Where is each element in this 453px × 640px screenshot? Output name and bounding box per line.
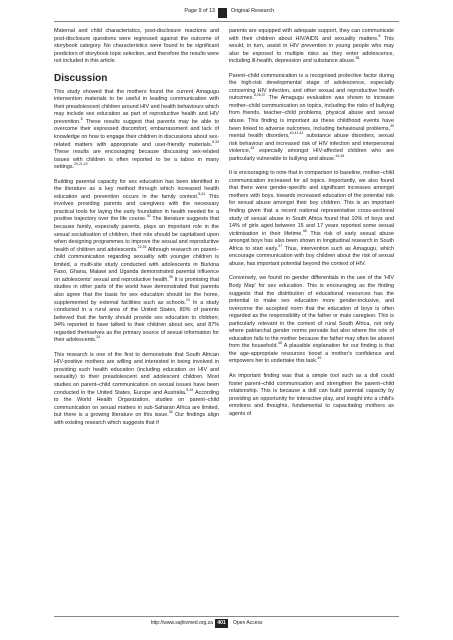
left-column [54, 28, 219, 434]
page-footer [0, 620, 453, 632]
page-header [0, 8, 453, 20]
right-column [229, 28, 394, 425]
right-paragraph-1: parents are equipped with adequate support, they can communicate with their children about HIV/AIDS and sexuality matters.$^8$ This would, in turn, assist in HIV prevention in young people who may also be exposed to multiple risks as they enter adolescence, including ill-health, depression and substance abuse.$^{38}$ [229, 28, 394, 65]
open-access-label: Open Access [233, 620, 263, 626]
page-number-label: Page 9 of 13 [184, 8, 215, 14]
discussion-paragraph-2: Building parental capacity for sex education has been identified in the literature as a key method through which increased health education and prevention occurs in the family context.$^{8,34}$ This involves providing parents and caregivers with the necessary practical tools for laying the early foundation in health needed for a positive trajectory over the life course.$^{30}$ The literature suggests that because family, especially parents, plays an important role in the sexual socialisation of children, their role should be capitalised upon when designing programmes to improve the sexual and reproductive health of children and adolescents.$^{22,26}$ Although research on parent–child communication regarding sexuality with younger children is limited, a multi-site study conducted with adolescents in Burkina Faso, Ghana, Malawi and Uganda demonstrated parental influence on adolescents' sexual and reproductive health.$^{35}$ It is promising that studies in other parts of the world have demonstrated that parents also agree that the basis for sex education should be the home, supplemented by external facilities such as schools.$^{24}$ In a study conducted in a rural area of the United States, 80% of parents believed that the family should provide sex education to children; 94% reported to have talked to their children about sex, and 87% regarded themselves as the primary source of sexual information for their adolescents.$^{24}$ [54, 178, 219, 344]
footer-page-number: 401 [215, 619, 228, 628]
header-separator-block [218, 8, 227, 18]
right-paragraph-2: Parent–child communication is a recognised protective factor during the high-risk developmental stage of adolescence, especially concerning HIV infection, and other sexual and reproductive health outcomes.$^{8,26,37}$ The Amagugu evaluation was shown to increase mother–child communication on topics, including the risks of bullying from friends, teacher–child problems, physical abuse and sexual abuse. This finding is important as these childhood events have been linked to adverse outcomes, including behavioural problems,$^{39}$ mental health disorders,$^{40,41,42}$ substance abuse disorders, sexual risk behaviour and increased risk of HIV infection and interpersonal violence,$^{43}$ especially amongst HIV-affected children who are particularly vulnerable to bullying and abuse.$^{44,45}$ [229, 72, 394, 162]
right-paragraph-4: Conversely, we found no gender differentials in the use of the 'HIV Body Map' for sex education. This is encouraging as the finding suggests that the distribution of educational resources has the potential to make sex education more gender-inclusive, and overcome the accepted norm that the education of boys is often regarded as the responsibility of the father or male caregiver. This is particularly relevant in the context of rural South Africa, not only where patriarchal gender norms pervade but also where the role of education falls to the mother because the father may often be absent from the household.$^{48}$ A plausible explanation for our finding is that the age-appropriate resources boost a mother's confidence and empowers her to undertake this task.$^{49}$ [229, 275, 394, 365]
right-paragraph-3: It is encouraging to note that in comparison to baseline, mother–child communication increased for all topics. Importantly, we also found that there were gender-specific and significant increases amongst mothers with boys, towards increased education of the potential risk for sexual abuse amongst their boy children. This is an important finding given that a recent national representative cross-sectional study of sexual abuse in South Africa found that 10% of boys and 14% of girls aged between 15 and 17 years reported some sexual victimisation in their lifetime.$^{46}$ This risk of early sexual abuse amongst boys has also been shown in longitudinal research in South Africa to start early.$^{47}$ Thus, intervention such as Amagugu, which encourage communication with boy children about the risk of sexual abuse, has important potential beyond the context of HIV. [229, 170, 394, 267]
intro-paragraph: Maternal and child characteristics, post-disclosure reactions and post-disclosure questions were regressed against the outcome of storybook category. No characteristics were found to be significant predictors of storybook topic selection, and therefore the results were not included in this article. [54, 28, 219, 65]
section-label: Original Research [231, 8, 275, 14]
right-paragraph-5: An important finding was that a simple tool such as a doll could foster parent–child communication and strengthen the parent–child relationship. This is because a doll can build parental capacity by providing an opportunity for interactive play, and insight into a child's emotions and thoughts, fundamental to capacitating mothers as agents of [229, 372, 394, 417]
section-heading: Discussion [54, 72, 108, 84]
footer-rule [54, 616, 399, 617]
discussion-paragraph-1: This study showed that the mothers found the current Amagugu intervention materials to be useful in leading communication with their preadolescent children around HIV and health behaviours which may include sex education as part of reproductive health and HIV prevention.$^8$ These results suggest that parents may be able to overcome their expressed discomfort, embarrassment and lack of knowledge on how to engage their children in discussions about sex-related matters with appropriate and user-friendly materials.$^{8,33}$ These results are encouraging because discussing sex-related issues with children is often reported to be a taboo in many settings.$^{20,21,22}$ [54, 88, 219, 171]
header-rule [54, 21, 399, 22]
discussion-paragraph-3: This research is one of the first to demonstrate that South African HIV-positive mothers are willing and interested in being involved in providing such health education (including education on HIV and sexuality) to their preadolescent and adolescent children. Most studies on parent–child communication on sexual issues have been conducted in the United States, Europe and Australia.$^{8,19}$ According to the World Health Organization, studies on parent–child communication on sexual matters in sub-Saharan Africa are limited, but there is a growing literature on this issue.$^{36}$ Our findings align with existing research which suggests that if [54, 351, 220, 426]
journal-url-link[interactable]: http://www.sajhivmed.org.za [150, 620, 213, 626]
